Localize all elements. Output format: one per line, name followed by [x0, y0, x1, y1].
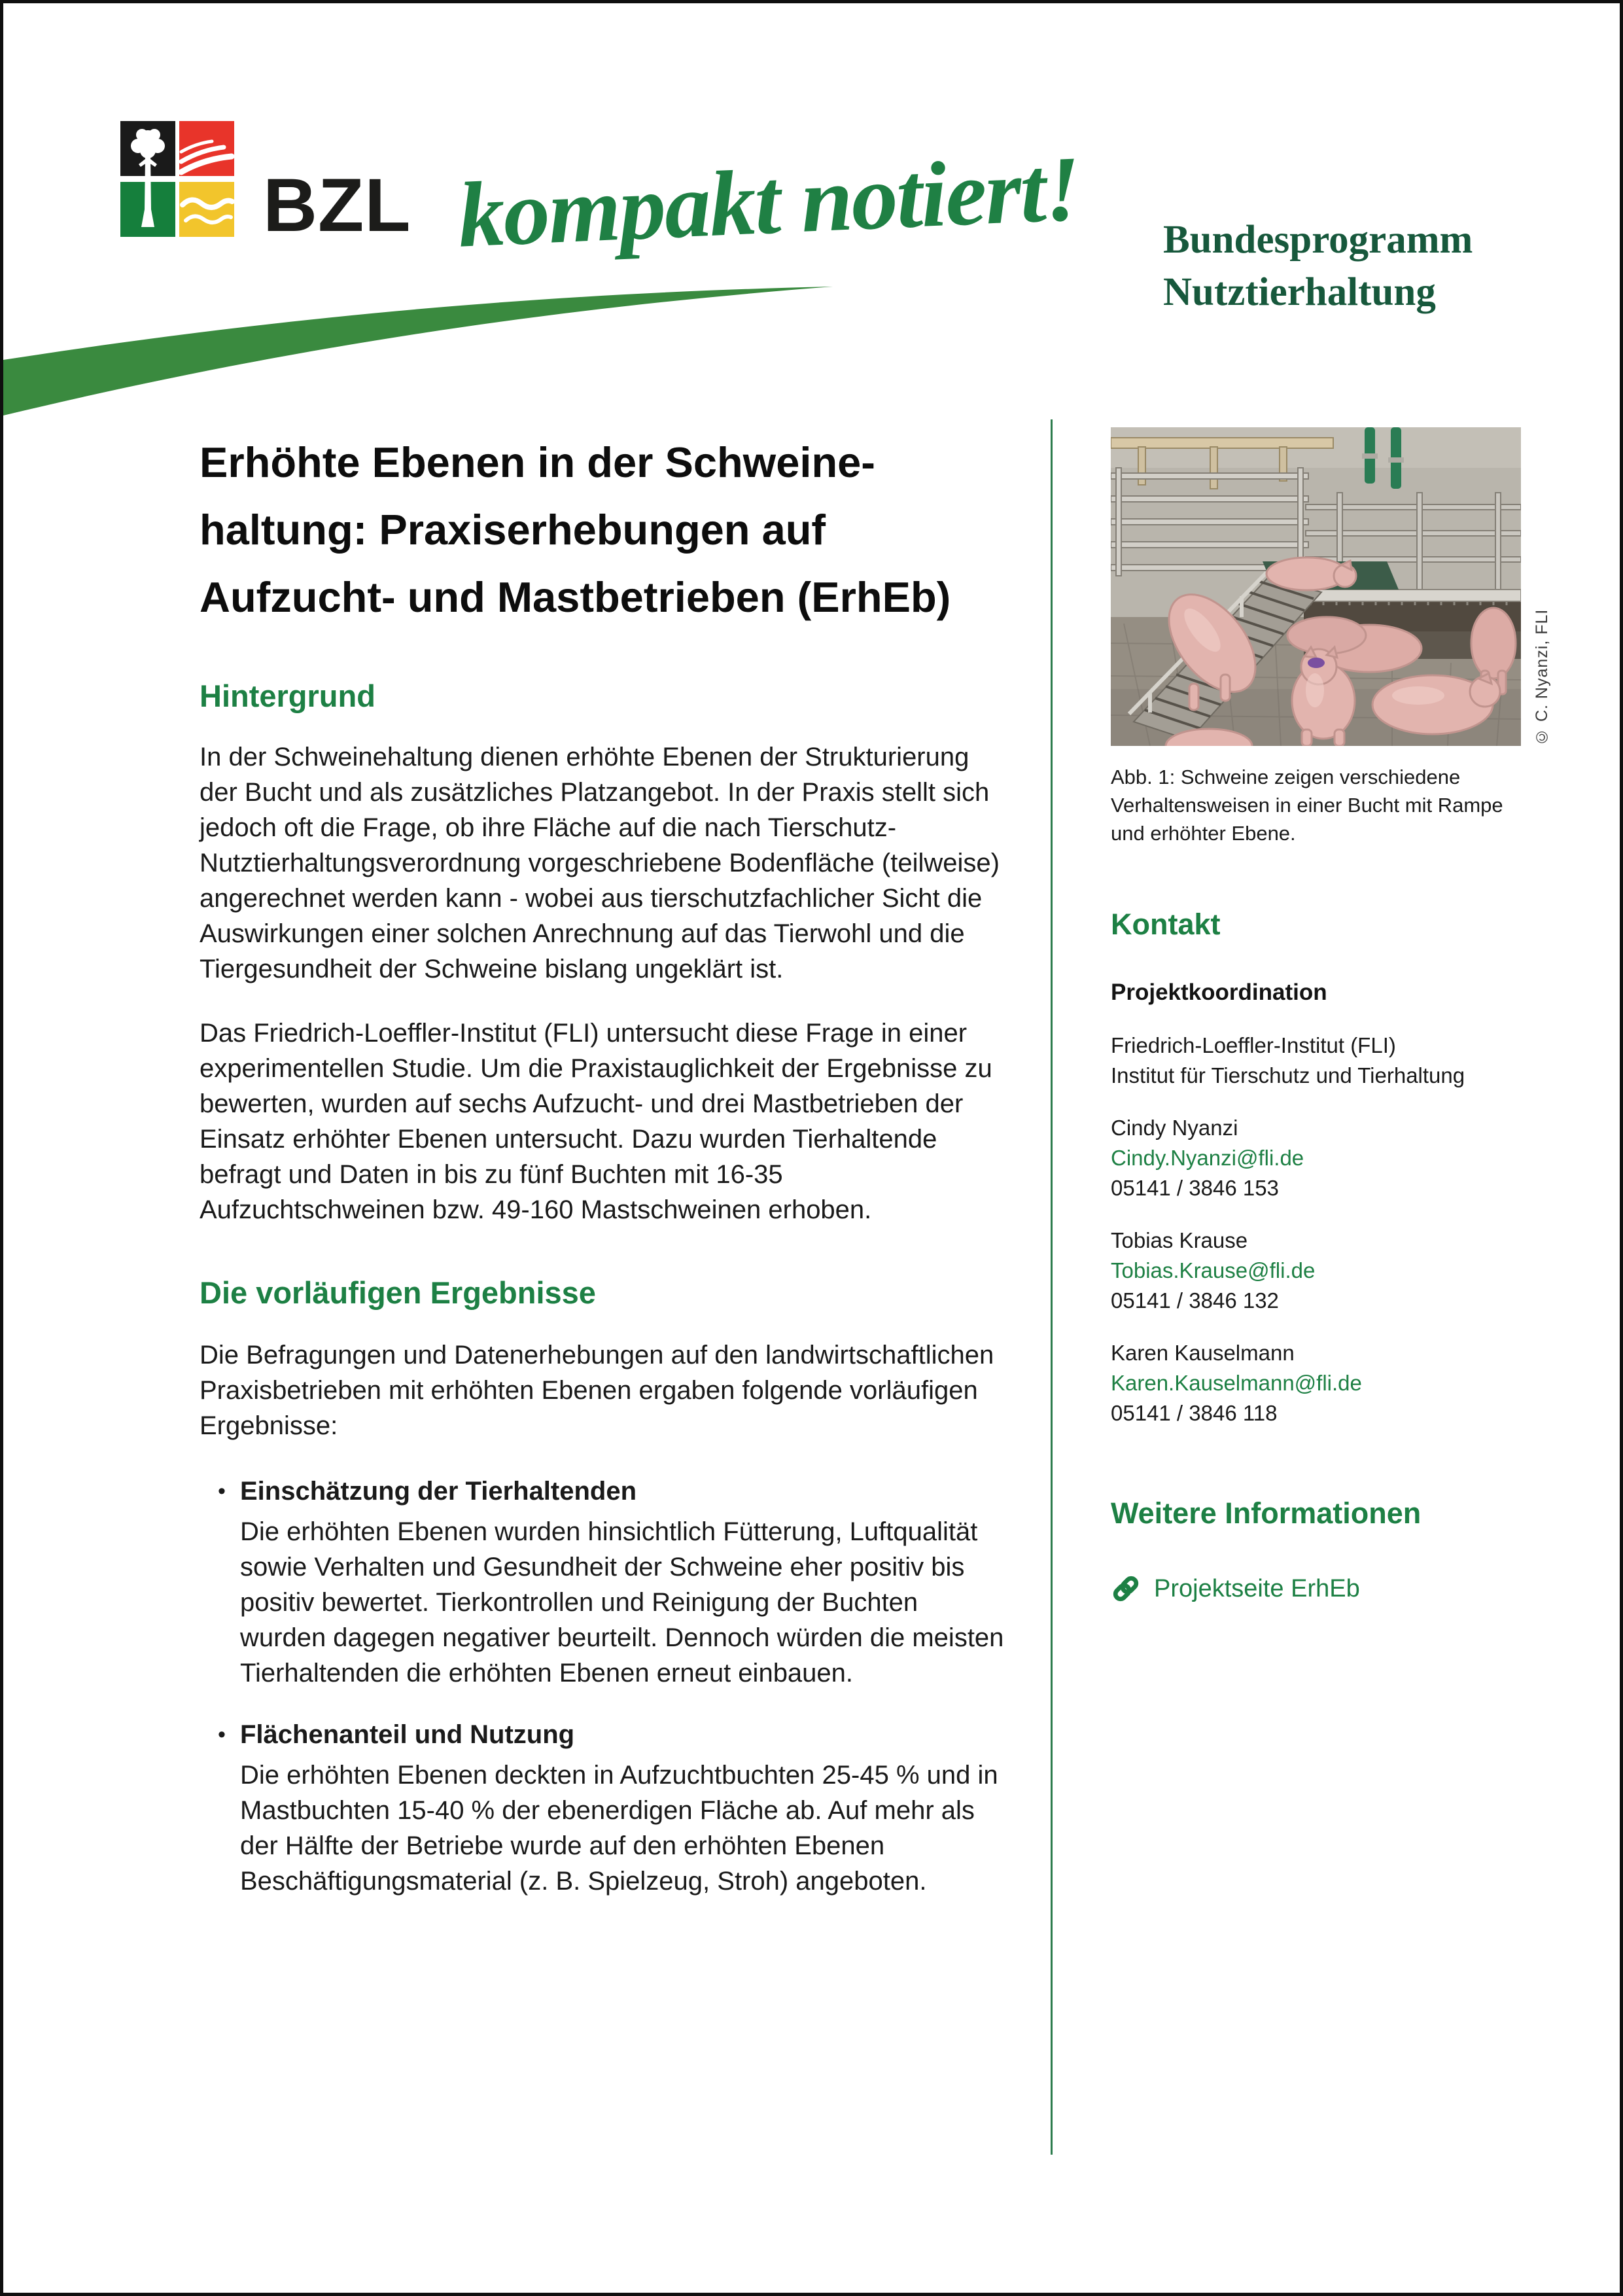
- title-line-1: Erhöhte Ebenen in der Schweine-: [200, 438, 875, 486]
- ergebnisse-intro: Die Befragungen und Datenerhebungen auf den landwirtschaftlichen Praxisbetrieben mit erhöhten Ebenen ergaben folgende vorläufigen Ergebnisse:: [200, 1341, 994, 1440]
- project-page-link[interactable]: Projektseite ErhEb: [1154, 1574, 1360, 1602]
- pig-pen-photo: [1111, 427, 1521, 746]
- section-heading-ergebnisse: Die vorläufigen Ergebnisse: [200, 1275, 596, 1310]
- kontakt-organisation: [1111, 1031, 1523, 1091]
- main-column: [200, 429, 1007, 1899]
- bullet-marker: •: [218, 1479, 226, 1504]
- list-item: [200, 1474, 1007, 1691]
- list-item-content: [240, 1717, 1007, 1899]
- org-line-1: Friedrich-Loeffler-Institut (FLI): [1111, 1033, 1396, 1057]
- contact-block: [1111, 1338, 1523, 1428]
- contact-email-link[interactable]: Tobias.Krause@fli.de: [1111, 1258, 1316, 1282]
- contact-phone: 05141 / 3846 118: [1111, 1401, 1278, 1425]
- header-swoosh-decoration: [3, 281, 854, 432]
- bullet-title: Flächenanteil und Nutzung: [240, 1720, 575, 1749]
- sidebar-column: [1111, 427, 1523, 1604]
- bullet-title: Einschätzung der Tierhaltenden: [240, 1477, 637, 1506]
- chain-link-icon: [1111, 1574, 1141, 1604]
- column-divider: [1051, 419, 1053, 2155]
- bzl-logo-icon: [120, 121, 234, 237]
- results-list: [200, 1474, 1007, 1899]
- program-line-2: Nutztierhaltung: [1163, 270, 1436, 314]
- contact-name: Cindy Nyanzi: [1111, 1116, 1238, 1140]
- logo-wordmark: BZL: [263, 164, 411, 247]
- kontakt-role-label: Projektkoordination: [1111, 980, 1327, 1005]
- hintergrund-paragraph-1: In der Schweinehaltung dienen erhöhte Ebenen der Strukturierung der Bucht und als zusätzliches Platzangebot. In der Praxis stellt sich jedoch oft die Frage, ob ihre Fläche auf die nach Tierschutz-Nutztierhaltungsverordnung vorgeschriebene Bodenfläche (teilweise) angerechnet werden kann - wobei aus tierschutzfachlicher Sicht die Auswirkungen einer solchen Anrechnung auf das Tierwohl und die Tiergesundheit der Schweine bislang ungeklärt ist.: [200, 743, 1000, 983]
- series-tagline: kompakt notiert!: [456, 136, 1082, 267]
- bullet-marker: •: [218, 1722, 226, 1747]
- title-line-3: Aufzucht- und Mastbetrieben (ErhEb): [200, 573, 951, 621]
- contact-phone: 05141 / 3846 132: [1111, 1288, 1279, 1313]
- hintergrund-paragraph-2: Das Friedrich-Loeffler-Institut (FLI) untersucht diese Frage in einer experimentellen Studie. Um die Praxistauglichkeit der Ergebnisse zu bewerten, wurden auf sechs Aufzucht- und drei Mastbetrieben der Einsatz erhöhter Ebenen untersucht. Dazu wurden Tierhaltende befragt und Daten in bis zu fünf Buchten mit 16-35 Aufzuchtschweinen bzw. 49-160 Mastschweinen erhoben.: [200, 1019, 992, 1224]
- section-heading-hintergrund: Hintergrund: [200, 679, 375, 713]
- program-name: [1163, 214, 1569, 319]
- contact-email-link[interactable]: Karen.Kauselmann@fli.de: [1111, 1371, 1362, 1395]
- sidebar-heading-kontakt: Kontakt: [1111, 908, 1221, 941]
- contact-email-link[interactable]: Cindy.Nyanzi@fli.de: [1111, 1146, 1304, 1170]
- list-item-content: [240, 1474, 1007, 1691]
- title-line-2: haltung: Praxiserhebungen auf: [200, 506, 826, 554]
- contact-name: Tobias Krause: [1111, 1228, 1248, 1252]
- list-item: [200, 1717, 1007, 1899]
- bullet-body: Die erhöhten Ebenen deckten in Aufzuchtbuchten 25-45 % und in Mastbuchten 15-40 % der ebenerdigen Fläche ab. Auf mehr als der Hälfte der Betriebe wurde auf den erhöhten Ebenen Beschäftigungsmaterial (z. B. Spielzeug, Stroh) angeboten.: [240, 1761, 998, 1896]
- contact-phone: 05141 / 3846 153: [1111, 1176, 1279, 1200]
- org-line-2: Institut für Tierschutz und Tierhaltung: [1111, 1063, 1465, 1087]
- page-title: [200, 429, 1007, 631]
- figure-caption: Abb. 1: Schweine zeigen verschiedene Verhaltensweisen in einer Bucht mit Rampe und erhöhter Ebene.: [1111, 766, 1503, 845]
- bullet-body: Die erhöhten Ebenen wurden hinsichtlich Fütterung, Luftqualität sowie Verhalten und Gesundheit der Schweine eher positiv bis positiv bewertet. Tierkontrollen und Reinigung der Buchten wurden dagegen negativer beurteilt. Dennoch würden die meisten Tierhaltenden die erhöhten Ebenen erneut einbauen.: [240, 1517, 1004, 1687]
- contact-name: Karen Kauselmann: [1111, 1341, 1295, 1365]
- sidebar-heading-weitere-informationen: Weitere Informationen: [1111, 1496, 1422, 1530]
- program-line-1: Bundesprogramm: [1163, 218, 1473, 262]
- contact-block: [1111, 1226, 1523, 1316]
- contact-block: [1111, 1113, 1523, 1203]
- photo-credit: © C. Nyanzi, FLI: [1533, 609, 1551, 746]
- project-link-row: [1111, 1574, 1523, 1604]
